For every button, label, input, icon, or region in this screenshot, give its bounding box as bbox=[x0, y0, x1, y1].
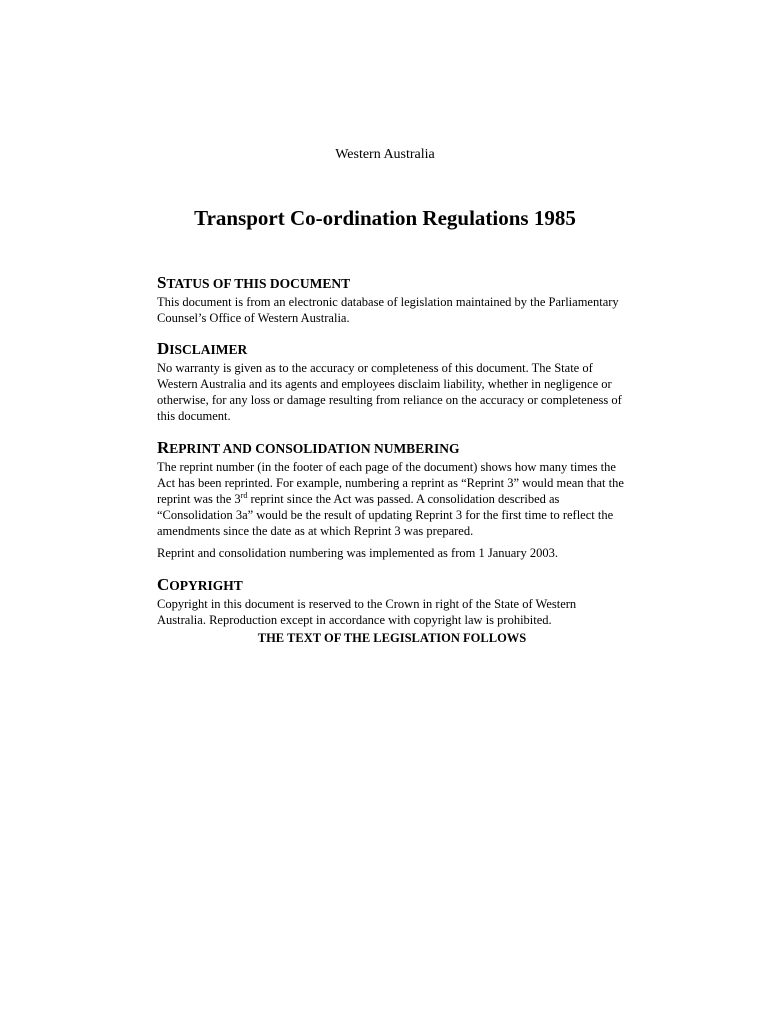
reprint-heading bbox=[157, 438, 627, 459]
copyright-heading-rest: OPYRIGHT bbox=[169, 578, 243, 593]
front-matter bbox=[157, 273, 627, 646]
disclaimer-heading-rest: ISCLAIMER bbox=[169, 342, 248, 357]
copyright-heading-initial: C bbox=[157, 575, 170, 594]
legislation-follows-note: THE TEXT OF THE LEGISLATION FOLLOWS bbox=[257, 631, 527, 645]
disclaimer-section bbox=[157, 339, 627, 424]
reprint-section bbox=[157, 438, 627, 561]
status-heading-initial: S bbox=[157, 273, 167, 292]
disclaimer-text: No warranty is given as to the accuracy or completeness of this document. The State of Western Australia and its agents and employees disclaim liability, whether in negligence or otherwise, for any loss or damage resulting from reliance on the accuracy or completeness of this document. bbox=[157, 361, 622, 423]
ordinal-suffix: rd bbox=[240, 491, 248, 500]
reprint-text-part1: The reprint number (in the footer of each page of the document) shows how many times the Act has been reprinted. For example, numbering a reprint as “Reprint 3” would mean that the reprint was the 3 bbox=[157, 460, 624, 506]
document-title: Transport Co-ordination Regulations 1985 bbox=[194, 206, 576, 230]
status-heading bbox=[157, 273, 627, 294]
reprint-implementation-text: Reprint and consolidation numbering was implemented as from 1 January 2003. bbox=[157, 546, 558, 560]
reprint-heading-initial: R bbox=[157, 438, 170, 457]
reprint-text bbox=[157, 459, 627, 539]
disclaimer-heading bbox=[157, 339, 627, 360]
copyright-section bbox=[157, 575, 627, 628]
status-section bbox=[157, 273, 627, 326]
reprint-heading-rest: EPRINT AND CONSOLIDATION NUMBERING bbox=[169, 441, 460, 456]
jurisdiction-label: Western Australia bbox=[335, 147, 435, 162]
status-text: This document is from an electronic database of legislation maintained by the Parliamentary Counsel’s Office of Western Australia. bbox=[157, 295, 619, 325]
copyright-heading bbox=[157, 575, 627, 596]
copyright-text: Copyright in this document is reserved to the Crown in right of the State of Western Australia. Reproduction except in accordance with copyright law is prohibited. bbox=[157, 597, 577, 627]
reprint-text-part2: reprint since the Act was passed. A consolidation described as “Consolidation 3a” would be the result of updating Reprint 3 for the first time to reflect the amendments since the date as at which Reprint 3 was prepared. bbox=[157, 492, 614, 538]
disclaimer-heading-initial: D bbox=[157, 339, 170, 358]
status-heading-rest: TATUS OF THIS DOCUMENT bbox=[166, 276, 351, 291]
